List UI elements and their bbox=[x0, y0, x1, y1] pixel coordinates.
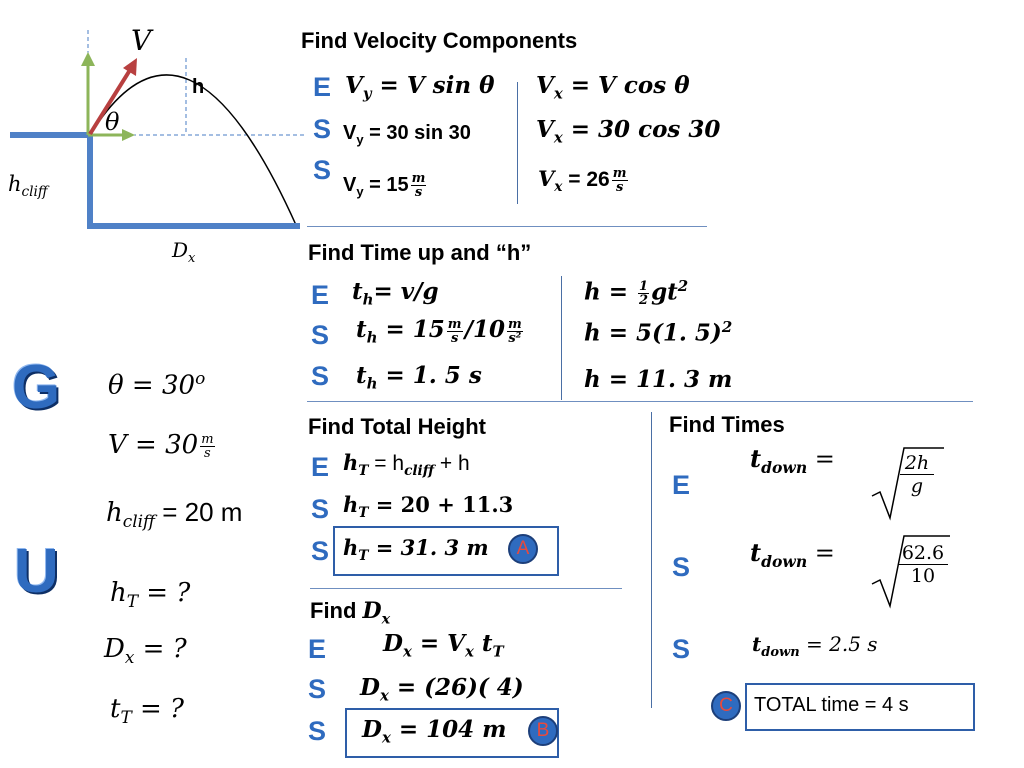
times-divider bbox=[651, 412, 652, 708]
section-divider bbox=[310, 588, 622, 589]
th-substitution: $t_h = 15$ $\frac{m}{s}$ /10 $\frac{m}{\text{s²}}$ bbox=[356, 316, 522, 347]
step-e: E bbox=[672, 470, 691, 500]
tdown-sub-fraction: 62.6 10 bbox=[898, 542, 948, 587]
unknown-total-height: $h_T$ = ? bbox=[110, 578, 191, 612]
step-s: S bbox=[672, 552, 691, 582]
tdown-fraction: 2h g bbox=[900, 452, 934, 497]
unknown-letter: U bbox=[14, 537, 59, 606]
diagram-dx-label: $D_x$ bbox=[172, 238, 196, 266]
step-s: S bbox=[313, 114, 332, 144]
height-section-title: Find Total Height bbox=[308, 414, 487, 439]
tdown-result: $t_{down} = 2.5$ s bbox=[752, 632, 878, 660]
time-section-title: Find Time up and “h” bbox=[308, 240, 532, 265]
vx-substitution: $V_x = 30$ cos 30 bbox=[536, 116, 721, 147]
dx-substitution: $D_x = (26)$( 4) bbox=[360, 674, 524, 705]
dx-result: $D_x = 104$ m bbox=[362, 716, 507, 747]
vy-equation: $V_y = V$ sin θ bbox=[345, 72, 495, 103]
vx-equation: $V_x = V$ cos θ bbox=[536, 72, 690, 103]
tdown-substitution: $t_{down}$ = bbox=[750, 538, 835, 571]
diagram-h-label: h bbox=[192, 76, 205, 98]
step-e: E bbox=[313, 72, 332, 102]
time-divider bbox=[561, 276, 562, 400]
total-time-text: TOTAL time = 4 s bbox=[754, 694, 909, 716]
step-s: S bbox=[311, 494, 330, 524]
step-e: E bbox=[311, 280, 330, 310]
vx-result: $V_x = 26$ $\frac{m}{s}$ bbox=[538, 166, 627, 196]
dx-section-title: Find $D_x$ bbox=[310, 598, 391, 628]
total-height-equation: $h_T = h_{cliff} + h$ bbox=[343, 450, 470, 480]
horizontal-arrowhead bbox=[122, 129, 135, 141]
unknown-dx: $D_x$ = ? bbox=[104, 634, 187, 668]
tdown-equation: $t_{down}$ = bbox=[750, 444, 835, 477]
total-height-substitution: $h_T = 20 + 11.3$ bbox=[343, 492, 514, 522]
dx-equation: $D_x = V_x$ $t_T$ bbox=[383, 630, 504, 661]
step-s: S bbox=[311, 361, 330, 391]
step-s: S bbox=[313, 155, 332, 185]
given-velocity: V = 30 $\frac{m}{s}$ bbox=[108, 430, 214, 461]
th-result: $t_h = 1$. 5 s bbox=[356, 362, 482, 393]
diagram-hcliff-label: $h_{cliff}$ bbox=[8, 172, 48, 201]
section-divider bbox=[307, 401, 973, 402]
given-theta: $\theta = 30^o$ bbox=[108, 368, 206, 401]
velocity-divider bbox=[517, 82, 518, 204]
h-substitution: h = 5(1. 5)$^2$ bbox=[584, 318, 733, 347]
given-hcliff: $h_{cliff} = 20$ m bbox=[106, 497, 243, 532]
velocity-section-title: Find Velocity Components bbox=[301, 28, 578, 53]
times-section-title: Find Times bbox=[669, 412, 785, 437]
vertical-arrowhead bbox=[81, 52, 95, 66]
step-s: S bbox=[672, 634, 691, 664]
step-e: E bbox=[308, 634, 327, 664]
section-divider bbox=[307, 226, 707, 227]
diagram-v-label: V bbox=[131, 24, 152, 57]
step-s: S bbox=[308, 674, 327, 704]
given-letter: G bbox=[12, 353, 61, 422]
total-height-result: $h_T = 31$. 3 m bbox=[343, 535, 489, 565]
projectile-diagram bbox=[0, 0, 310, 240]
vy-result: $V_y = 15$ $\frac{m}{s}$ bbox=[343, 171, 426, 200]
step-s: S bbox=[308, 716, 327, 746]
step-e: E bbox=[311, 452, 330, 482]
step-s: S bbox=[311, 320, 330, 350]
answer-badge-c: C bbox=[711, 691, 741, 721]
answer-badge-a: A bbox=[508, 534, 538, 564]
vy-substitution: $V_y = 30$ sin 30 bbox=[343, 122, 471, 147]
answer-badge-b: B bbox=[528, 716, 558, 746]
unknown-total-time: $t_T$ = ? bbox=[110, 694, 184, 728]
h-result: h = 11. 3 m bbox=[584, 366, 733, 393]
diagram-theta-label: θ bbox=[105, 108, 120, 136]
step-s: S bbox=[311, 536, 330, 566]
h-equation: h = $\frac{1}{2}$ $gt^2$ bbox=[584, 277, 689, 309]
th-equation: $t_h= v/g$ bbox=[352, 278, 439, 309]
